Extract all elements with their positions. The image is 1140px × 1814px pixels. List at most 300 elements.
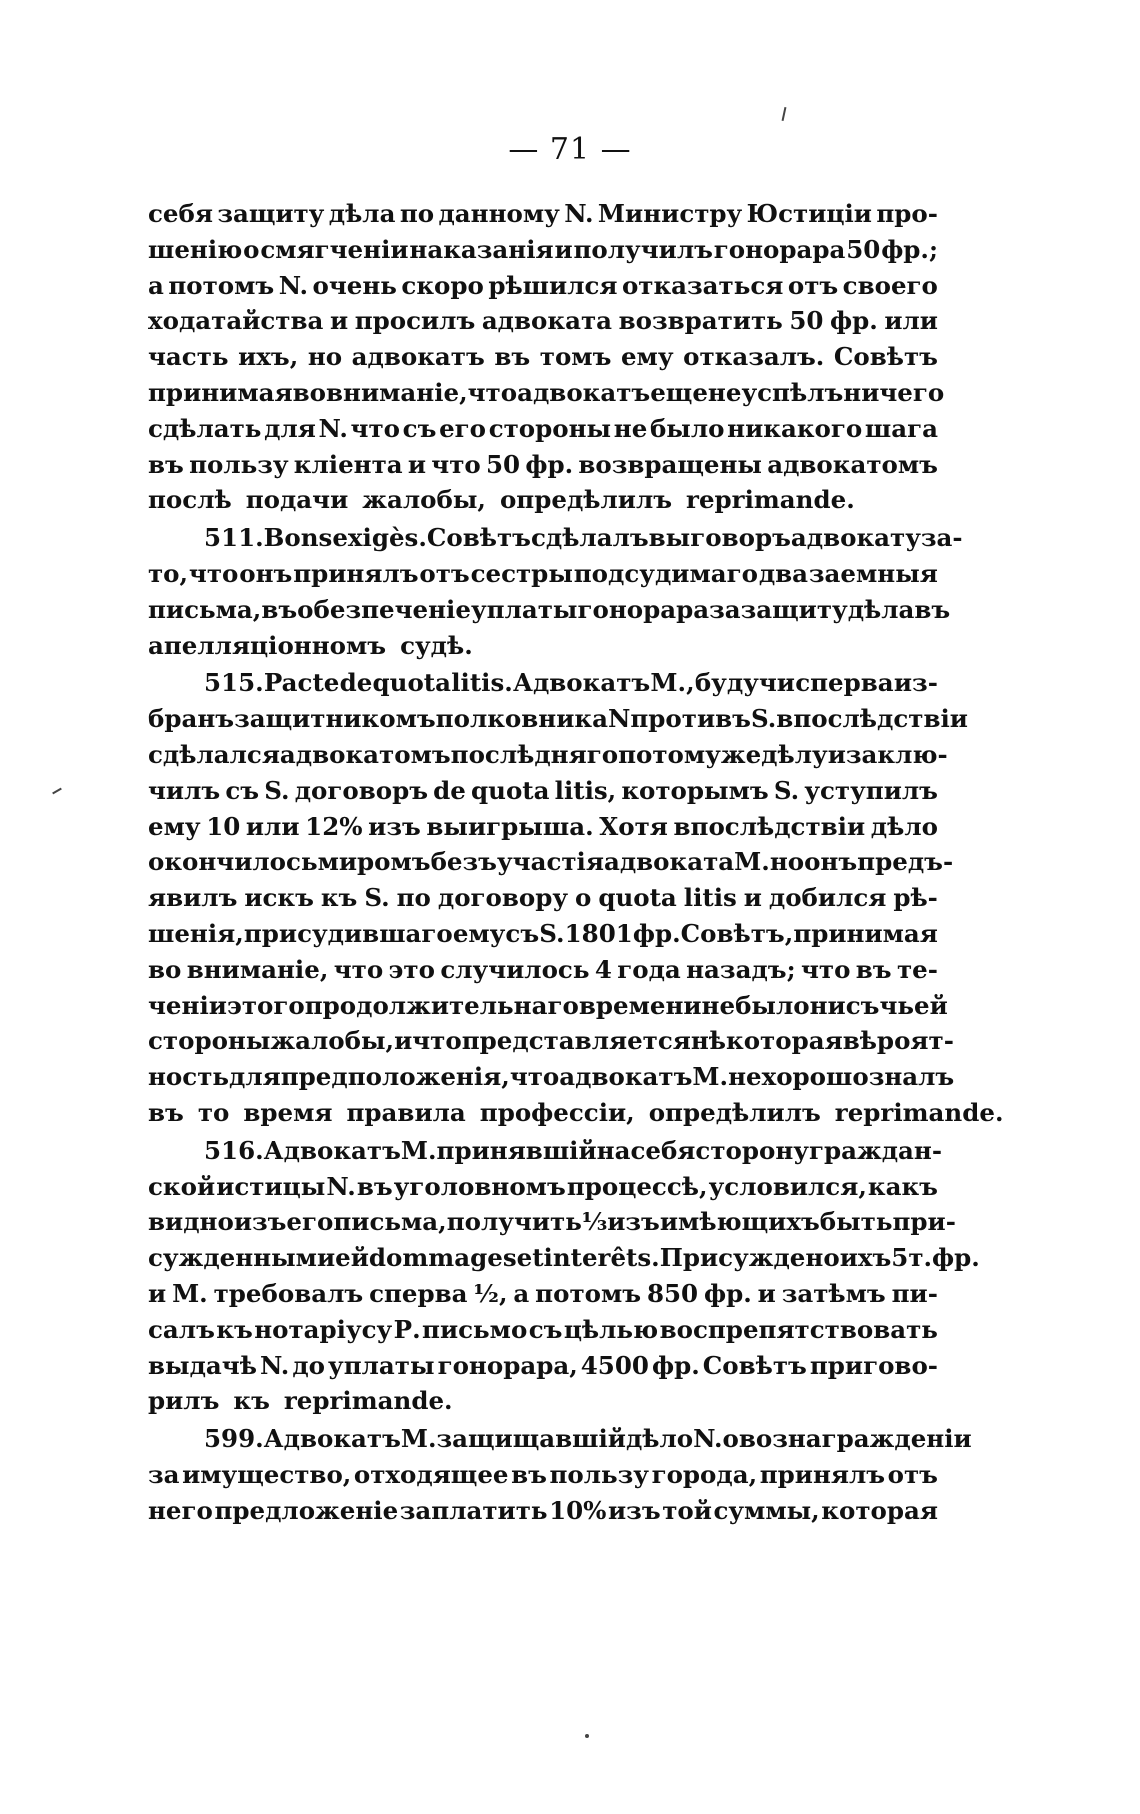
word: адвокатомъ: [767, 449, 938, 479]
word: подачи: [245, 485, 349, 515]
text-line: [148, 988, 948, 1024]
word: предположенія,: [280, 1062, 510, 1092]
page-number: — 71 —: [508, 132, 632, 167]
word: этого: [226, 990, 305, 1020]
word: ность: [148, 1062, 230, 1092]
word: 1801: [564, 918, 633, 948]
word: сестры: [470, 558, 573, 588]
word: 850: [646, 1278, 699, 1308]
word: шага: [864, 413, 938, 443]
word: S.: [539, 918, 565, 948]
word: и: [757, 1278, 776, 1308]
text-line: [148, 628, 938, 664]
word: ченіи: [148, 990, 227, 1020]
word: возвращены: [578, 449, 762, 479]
word: за: [709, 594, 741, 624]
word: вѣроят-: [842, 1026, 954, 1056]
text-line: [148, 952, 938, 988]
text-line: [148, 375, 945, 411]
word: дѣла: [847, 594, 915, 624]
word: уплаты: [470, 594, 578, 624]
word: принявшій: [436, 1135, 597, 1165]
word: возвратить: [618, 306, 783, 336]
word: N.: [259, 1350, 290, 1380]
word: Pacte: [263, 668, 340, 698]
word: S.: [750, 704, 777, 734]
word: или: [245, 811, 300, 841]
word: адвокатъ: [351, 342, 485, 372]
word: требовалъ: [213, 1278, 364, 1308]
word: нѣкоторая: [690, 1026, 843, 1056]
word: сдѣлался: [148, 739, 280, 769]
word: зналъ: [868, 1062, 955, 1092]
word: М.: [400, 1424, 437, 1454]
word: съ: [528, 1314, 563, 1344]
word: на: [596, 1135, 631, 1165]
word: принимая: [793, 918, 938, 948]
word: въ: [855, 954, 892, 984]
text-line: [148, 1383, 938, 1419]
word: Адвокатъ: [513, 668, 651, 698]
text-line: [148, 1204, 956, 1240]
word: смягченіи: [260, 234, 409, 264]
word: выговоръ: [648, 523, 791, 553]
word: а: [148, 270, 164, 300]
text-line: [148, 447, 938, 483]
word: и: [827, 739, 846, 769]
text-line: [148, 880, 938, 916]
word: S.: [773, 775, 800, 805]
word: что: [188, 558, 239, 588]
word: что: [509, 1062, 560, 1092]
word: а: [513, 1278, 530, 1308]
word: Bons: [263, 523, 333, 553]
word: фр.: [632, 918, 681, 948]
word: письмо: [422, 1314, 528, 1344]
word: ихъ,: [238, 342, 299, 372]
word: письма,: [333, 1207, 447, 1237]
word: dommages: [368, 1243, 517, 1273]
word: добился: [768, 883, 887, 913]
word: Адвокатъ: [263, 1424, 401, 1454]
word: его: [286, 1207, 334, 1237]
word: заклю-: [845, 739, 948, 769]
word: принимая: [148, 377, 293, 407]
text-line: [148, 411, 938, 447]
word: что: [431, 449, 481, 479]
word: заемныя: [808, 558, 938, 588]
word: сперва: [369, 1278, 468, 1308]
stray-mark-top: [782, 107, 787, 121]
word: какъ: [867, 1171, 938, 1201]
text-line: [148, 1421, 972, 1457]
word: себя: [148, 199, 213, 228]
word: его: [439, 413, 487, 443]
word: это: [388, 954, 435, 984]
word: же: [720, 739, 762, 769]
word: было: [735, 990, 810, 1020]
word: въ: [356, 1171, 393, 1201]
word: еще: [650, 377, 708, 407]
word: противъ: [630, 704, 751, 734]
word: и: [394, 1026, 413, 1056]
word: отъ: [419, 558, 470, 588]
word: во: [148, 954, 182, 984]
word: отходящее: [353, 1459, 509, 1489]
word: адвокатомъ: [279, 739, 451, 769]
word: S.: [264, 775, 290, 805]
word: exigès.: [332, 523, 427, 553]
text-line: [148, 482, 938, 518]
word: de: [339, 668, 373, 698]
word: N.: [326, 1171, 356, 1201]
text-line: [148, 1312, 938, 1348]
word: бранъ: [148, 704, 235, 734]
word: 515.: [204, 668, 264, 698]
word: опредѣлилъ: [648, 1097, 821, 1127]
word: адвоката: [603, 847, 735, 877]
word: за: [148, 1459, 180, 1489]
word: стороны: [488, 413, 612, 443]
word: договору: [437, 883, 569, 913]
word: для: [264, 413, 316, 443]
word: N: [607, 704, 631, 734]
word: из-: [893, 668, 938, 698]
word: за-: [920, 523, 963, 553]
word: N.: [693, 1424, 723, 1454]
word: адвокату: [790, 523, 921, 553]
word: было: [649, 413, 725, 443]
text-line: [148, 1457, 938, 1493]
word: М.: [692, 1062, 729, 1092]
word: цѣлью: [563, 1314, 659, 1344]
word: процессѣ,: [566, 1171, 708, 1201]
word: 12%: [305, 811, 363, 841]
word: reprimande.: [283, 1386, 453, 1416]
word: къ: [320, 883, 358, 913]
word: изъ: [607, 1207, 660, 1237]
word: litis,: [554, 775, 617, 805]
word: шенія,: [148, 918, 244, 948]
word: ской: [148, 1171, 216, 1201]
word: себя: [630, 1135, 696, 1165]
word: пи-: [891, 1278, 938, 1308]
word: апелляціонномъ: [148, 630, 387, 660]
text-line: [148, 1059, 955, 1095]
word: et: [516, 1243, 544, 1273]
word: во: [292, 377, 326, 407]
word: М.: [172, 1278, 208, 1308]
word: выдачѣ: [148, 1350, 257, 1380]
word: судѣ.: [400, 630, 473, 660]
word: адвокатъ: [559, 1062, 693, 1092]
word: изъ: [233, 1207, 287, 1237]
word: ½,: [473, 1278, 508, 1308]
word: кліента: [293, 449, 403, 479]
word: не: [701, 990, 736, 1020]
word: de: [433, 775, 466, 805]
word: нехорошо: [728, 1062, 869, 1092]
word: то,: [148, 558, 189, 588]
word: про-: [876, 199, 938, 228]
text-line: [148, 1023, 954, 1059]
word: и: [329, 306, 349, 336]
word: успѣлъ: [741, 377, 844, 407]
word: ни: [809, 990, 846, 1020]
word: города,: [651, 1459, 758, 1489]
word: данному: [438, 199, 560, 228]
word: что: [467, 377, 518, 407]
word: года: [617, 954, 681, 984]
word: 50: [486, 449, 521, 479]
word: фр.: [525, 449, 574, 479]
word: 4500: [580, 1350, 649, 1380]
word: рѣ-: [893, 883, 938, 913]
word: той: [662, 1495, 712, 1525]
word: явилъ: [148, 883, 238, 913]
word: уступилъ: [804, 775, 938, 805]
text-line: [148, 665, 938, 701]
word: до: [292, 1350, 326, 1380]
text-line: [148, 737, 948, 773]
word: отъ: [887, 1459, 938, 1489]
word: часть: [148, 342, 229, 372]
word: дѣла: [328, 199, 396, 228]
word: адвокатъ: [517, 377, 651, 407]
word: уплаты: [328, 1350, 435, 1380]
word: наказанія: [409, 234, 554, 264]
word: время: [243, 1097, 333, 1127]
word: выигрыша.: [426, 811, 594, 841]
word: при-: [892, 1207, 956, 1237]
text-line: [148, 196, 938, 232]
text-line: [148, 1133, 943, 1169]
word: S.: [364, 883, 390, 913]
word: въ: [148, 449, 184, 479]
word: по: [396, 883, 431, 913]
word: съ: [402, 413, 437, 443]
word: М.: [734, 847, 770, 877]
word: къ: [216, 1314, 253, 1344]
word: заплатить: [399, 1495, 548, 1525]
word: и: [743, 883, 762, 913]
word: сторону: [695, 1135, 809, 1165]
word: сперва: [795, 668, 894, 698]
word: граждан-: [808, 1135, 943, 1165]
word: litis.: [451, 668, 513, 698]
word: продолжительнаго: [304, 990, 579, 1020]
word: изъ: [368, 811, 421, 841]
word: адвоката: [481, 306, 613, 336]
word: отказалъ.: [683, 342, 825, 372]
word: что: [800, 954, 851, 984]
word: къ: [233, 1386, 270, 1416]
word: защиту: [217, 199, 325, 228]
word: Адвокатъ: [263, 1135, 401, 1165]
word: N.: [318, 413, 348, 443]
word: защищавшій: [436, 1424, 626, 1454]
text-line: [148, 1240, 980, 1276]
word: защитникомъ: [234, 704, 436, 734]
word: профессіи,: [479, 1097, 635, 1127]
word: фр.: [651, 1350, 700, 1380]
word: 50: [846, 234, 881, 264]
word: быть: [819, 1207, 893, 1237]
word: Совѣтъ,: [680, 918, 794, 948]
word: пользу: [189, 449, 289, 479]
word: онъ: [239, 558, 293, 588]
word: истицы: [216, 1171, 326, 1201]
word: и: [148, 1278, 167, 1308]
word: договоръ: [294, 775, 429, 805]
word: рилъ: [148, 1386, 220, 1416]
word: фр.: [932, 1243, 980, 1273]
word: времени: [578, 990, 702, 1020]
text-line: [148, 339, 938, 375]
word: по: [399, 199, 435, 228]
word: имущество,: [182, 1459, 352, 1489]
text-line: [148, 1348, 938, 1384]
word: послѣ: [148, 485, 232, 515]
word: но: [307, 342, 343, 372]
word: 50: [789, 306, 824, 336]
word: въ: [148, 1097, 184, 1127]
word: сужденными: [148, 1243, 336, 1273]
word: въ: [914, 594, 951, 624]
word: вниманіе,: [186, 954, 329, 984]
word: и: [407, 449, 427, 479]
word: Министру: [597, 199, 743, 228]
word: жалобы,: [362, 485, 486, 515]
word: дѣлу: [761, 739, 828, 769]
word: представляется: [461, 1026, 691, 1056]
word: reprimande.: [686, 485, 855, 515]
word: томъ: [539, 342, 612, 372]
text-line: [148, 592, 951, 628]
word: него: [148, 1495, 213, 1525]
word: М.,: [650, 668, 695, 698]
word: онъ: [804, 847, 858, 877]
word: суммы,: [713, 1495, 820, 1525]
word: гонорара: [713, 234, 846, 264]
word: т.: [908, 1243, 933, 1273]
word: quota: [471, 775, 550, 805]
word: те-: [896, 954, 938, 984]
word: N.: [564, 199, 594, 228]
word: назадъ;: [686, 954, 796, 984]
word: салъ: [148, 1314, 215, 1344]
word: впослѣдствіи: [776, 704, 968, 734]
word: принялъ: [293, 558, 419, 588]
text-line: [148, 844, 954, 880]
word: Присуждено: [659, 1243, 840, 1273]
word: Юстиціи: [746, 199, 872, 228]
word: пользу: [549, 1459, 649, 1489]
word: затѣмъ: [781, 1278, 886, 1308]
word: о: [722, 1424, 739, 1454]
word: чилъ: [148, 775, 221, 805]
word: quota: [598, 883, 677, 913]
word: получилъ: [573, 234, 713, 264]
word: искъ: [244, 883, 314, 913]
stray-mark-bottom: [585, 1734, 589, 1738]
word: предъ-: [857, 847, 954, 877]
word: 599.: [204, 1424, 264, 1454]
word: очень: [312, 270, 397, 300]
word: фр.: [703, 1278, 752, 1308]
text-line: [148, 232, 938, 268]
word: нотаріусу: [254, 1314, 393, 1344]
word: ихъ: [839, 1243, 892, 1273]
word: пригово-: [809, 1350, 938, 1380]
word: то: [197, 1097, 230, 1127]
word: полковника: [435, 704, 608, 734]
word: quota: [372, 668, 451, 698]
word: гонорара: [577, 594, 710, 624]
word: съ: [845, 990, 880, 1020]
word: interêts.: [543, 1243, 660, 1273]
word: фр.;: [881, 234, 938, 264]
word: безъ: [430, 847, 497, 877]
word: ходатайства: [148, 306, 324, 336]
word: чьей: [879, 990, 948, 1020]
word: сдѣлать: [148, 413, 262, 443]
word: письма,: [148, 594, 262, 624]
word: или: [884, 306, 938, 336]
word: 511.: [204, 523, 264, 553]
word: ей: [335, 1243, 369, 1273]
word: два: [758, 558, 809, 588]
word: Совѣтъ: [702, 1350, 807, 1380]
word: имѣющихъ: [659, 1207, 820, 1237]
word: ему: [452, 918, 506, 948]
word: которымъ: [621, 775, 769, 805]
word: предложеніе: [214, 1495, 399, 1525]
word: участія: [496, 847, 604, 877]
word: 10%: [549, 1495, 607, 1525]
body-text: [148, 196, 1004, 1528]
text-line: [148, 1493, 938, 1529]
word: случилось: [440, 954, 590, 984]
word: для: [229, 1062, 281, 1092]
text-line: [148, 268, 938, 304]
word: М.: [400, 1135, 437, 1165]
word: ему: [148, 811, 201, 841]
word: условился,: [708, 1171, 867, 1201]
word: о: [575, 883, 592, 913]
word: 10: [206, 811, 241, 841]
word: съ: [225, 775, 260, 805]
word: N.: [278, 270, 309, 300]
text-line: [148, 1095, 1004, 1131]
word: но: [769, 847, 805, 877]
word: и: [554, 234, 573, 264]
word: опредѣлилъ: [499, 485, 673, 515]
word: ⅓: [581, 1207, 608, 1237]
word: отказаться: [621, 270, 784, 300]
word: 5: [891, 1243, 909, 1273]
word: Совѣтъ: [833, 342, 938, 372]
word: въ: [511, 1459, 547, 1489]
word: гонорара,: [437, 1350, 578, 1380]
text-line: [148, 916, 938, 952]
word: изъ: [608, 1495, 661, 1525]
word: не: [613, 413, 648, 443]
word: съ: [505, 918, 540, 948]
word: жалобы,: [270, 1026, 395, 1056]
word: уголовномъ: [393, 1171, 566, 1201]
word: что: [412, 1026, 462, 1056]
